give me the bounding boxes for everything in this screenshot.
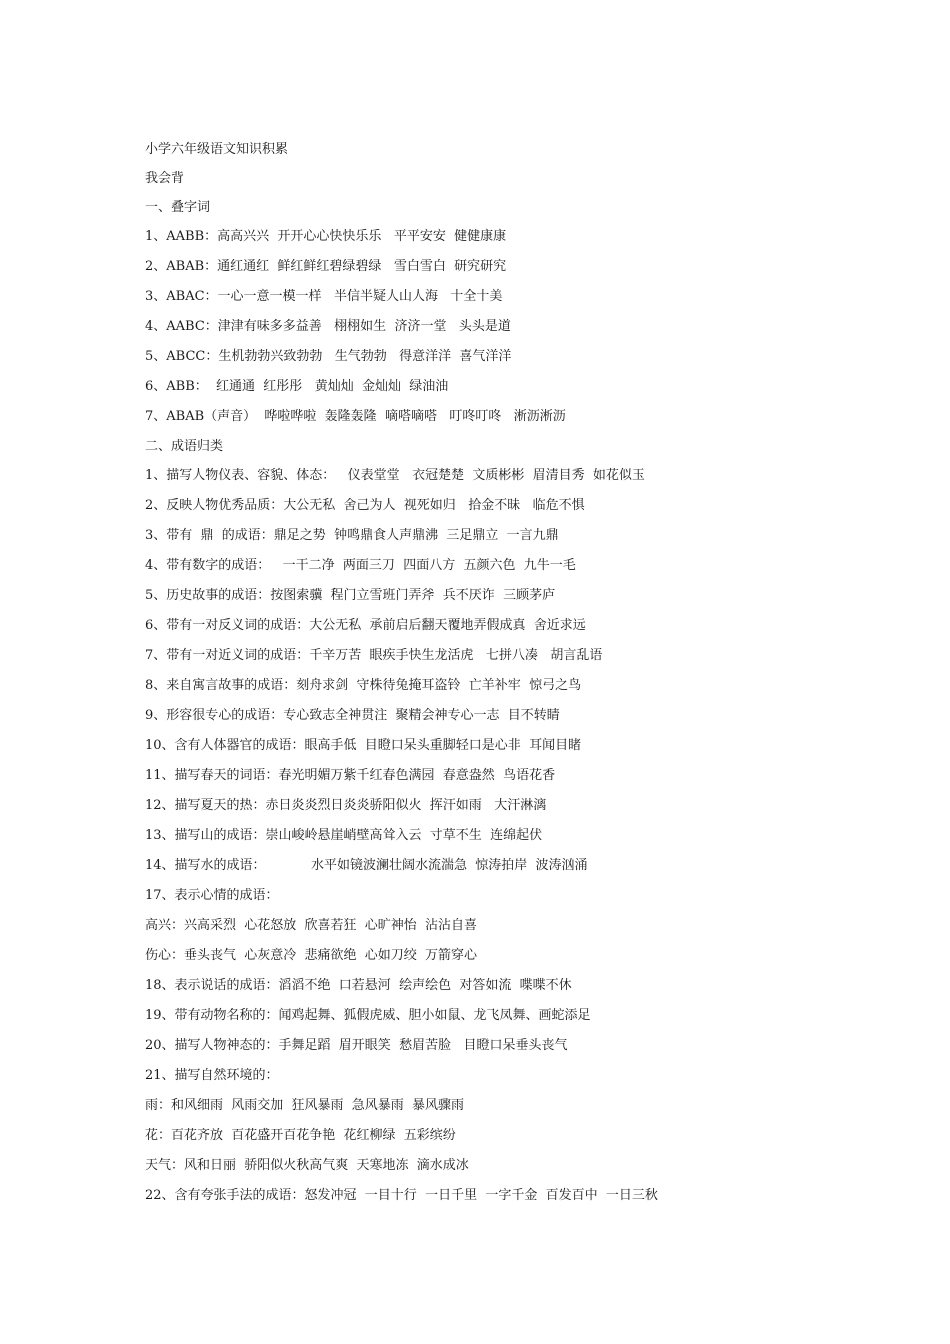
list-item: 2、ABAB：通红通红 鲜红鲜红碧绿碧绿 雪白雪白 研究研究: [145, 259, 507, 274]
list-item: 3、ABAC：一心一意一模一样 半信半疑人山人海 十全十美: [145, 289, 503, 304]
section-heading: 二、成语归类: [145, 439, 224, 454]
list-item: 1、描写人物仪表、容貌、体态： 仪表堂堂 衣冠楚楚 文质彬彬 眉清目秀 如花似玉: [145, 468, 645, 483]
document-subtitle: 我会背: [145, 171, 185, 186]
list-item: 13、描写山的成语：崇山峻岭悬崖峭壁高耸入云 寸草不生 连绵起伏: [145, 828, 543, 843]
list-item: 7、ABAB（声音） 哗啦哗啦 轰隆轰隆 嘀嗒嘀嗒 叮咚叮咚 淅沥淅沥: [145, 409, 566, 424]
list-item: 花：百花齐放 百花盛开百花争艳 花红柳绿 五彩缤纷: [145, 1128, 456, 1143]
list-item: 6、ABB： 红通通 红彤彤 黄灿灿 金灿灿 绿油油: [145, 379, 449, 394]
section-heading: 一、叠字词: [145, 200, 211, 215]
document-page: [145, 140, 925, 1216]
list-item: 3、带有 鼎 的成语：鼎足之势 钟鸣鼎食人声鼎沸 三足鼎立 一言九鼎: [145, 528, 559, 543]
list-item: 19、带有动物名称的：闻鸡起舞、狐假虎威、胆小如鼠、龙飞凤舞、画蛇添足: [145, 1008, 591, 1023]
list-item: 高兴：兴高采烈 心花怒放 欣喜若狂 心旷神怡 沾沾自喜: [145, 918, 478, 933]
list-item: 8、来自寓言故事的成语：刻舟求剑 守株待兔掩耳盗铃 亡羊补牢 惊弓之鸟: [145, 678, 582, 693]
list-item: 21、描写自然环境的：: [145, 1068, 279, 1083]
list-item: 伤心：垂头丧气 心灰意冷 悲痛欲绝 心如刀绞 万箭穿心: [145, 948, 478, 963]
list-item: 9、形容很专心的成语：专心致志全神贯注 聚精会神专心一志 目不转睛: [145, 708, 560, 723]
list-item: 5、历史故事的成语：按图索骥 程门立雪班门弄斧 兵不厌诈 三顾茅庐: [145, 588, 556, 603]
list-item: 14、描写水的成语： 水平如镜波澜壮阔水流湍急 惊涛拍岸 波涛汹涌: [145, 858, 588, 873]
list-item: 11、描写春天的词语：春光明媚万紫千红春色满园 春意盎然 鸟语花香: [145, 768, 556, 783]
list-item: 天气：风和日丽 骄阳似火秋高气爽 天寒地冻 滴水成冰: [145, 1158, 469, 1173]
list-item: 18、表示说话的成语：滔滔不绝 口若悬河 绘声绘色 对答如流 喋喋不休: [145, 978, 572, 993]
list-item: 12、描写夏天的热：赤日炎炎烈日炎炎骄阳似火 挥汗如雨 大汗淋漓: [145, 798, 547, 813]
list-item: 5、ABCC：生机勃勃兴致勃勃 生气勃勃 得意洋洋 喜气洋洋: [145, 349, 512, 364]
list-item: 1、AABB：高高兴兴 开开心心快快乐乐 平平安安 健健康康: [145, 229, 507, 244]
list-item: 6、带有一对反义词的成语：大公无私 承前启后翻天覆地弄假成真 舍近求远: [145, 618, 586, 633]
list-item: 17、表示心情的成语：: [145, 888, 279, 903]
list-item: 4、AABC：津津有味多多益善 栩栩如生 济济一堂 头头是道: [145, 319, 511, 334]
list-item: 7、带有一对近义词的成语：千辛万苦 眼疾手快生龙活虎 七拼八凑 胡言乱语: [145, 648, 603, 663]
list-item: 4、带有数字的成语： 一干二净 两面三刀 四面八方 五颜六色 九牛一毛: [145, 558, 576, 573]
list-item: 10、含有人体器官的成语：眼高手低 目瞪口呆头重脚轻口是心非 耳闻目睹: [145, 738, 582, 753]
list-item: 2、反映人物优秀品质：大公无私 舍己为人 视死如归 拾金不昧 临危不惧: [145, 498, 585, 513]
list-item: 20、描写人物神态的：手舞足蹈 眉开眼笑 愁眉苦脸 目瞪口呆垂头丧气: [145, 1038, 568, 1053]
document-title: 小学六年级语文知识积累: [145, 142, 289, 157]
list-item: 22、含有夸张手法的成语：怒发冲冠 一目十行 一日千里 一字千金 百发百中 一日三秋: [145, 1188, 658, 1203]
list-item: 雨：和风细雨 风雨交加 狂风暴雨 急风暴雨 暴风骤雨: [145, 1098, 465, 1113]
